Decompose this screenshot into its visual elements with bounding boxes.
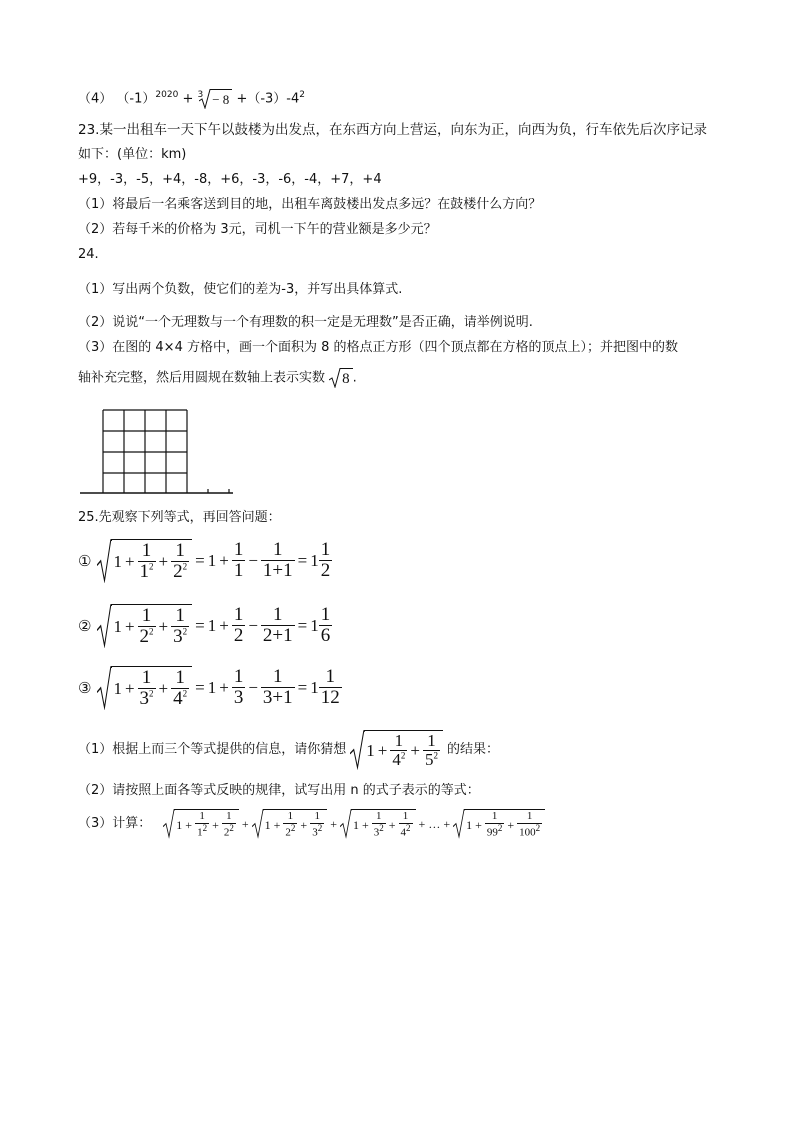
denominator: 3 [233,687,244,709]
radical-icon [163,809,175,838]
q24-part1: （1）写出两个负数，使它们的差为-3，并写出具体算式. [78,282,403,297]
q24-part2: （2）说说“一个无理数与一个有理数的积一定是无理数”是否正确，请举例说明. [78,315,533,330]
radical-icon [329,368,341,388]
q23-data: +9，-3，-5，+4，-8，+6，-3，-6，-4，+7，+4 [78,172,382,187]
q25-part2: （2）请按照上面各等式反映的规律，试写出用 n 的式子表示的等式： [78,783,480,798]
sqrt-expression: 1 + $\frac{1}{2^2}$ + $\frac{1}{3^2}$ [97,604,192,648]
whole-part: 1 [310,615,319,635]
denominator: 2 [320,560,331,582]
equation-1: ① 1 + $\frac{1}{1^2}$ + $\frac{1}{2^2}$ = 1 + $\frac{1}{1}$ − $\frac{1}{1+1}$ = 1 $\frac{1}{2}$ [78,539,331,583]
q23-part1: （1）将最后一名乘客送到目的地，出租车离鼓楼出发点多远？在鼓楼什么方向？ [78,197,542,212]
root-index: 3 [197,90,204,100]
base-term: （-1） [116,91,156,107]
exponent: 2020 [155,90,179,100]
q23-part2: （2）若每千米的价格为 3元，司机一下午的营业额是多少元？ [78,222,437,237]
denominator: 1 [233,560,244,582]
text: 的结果： [446,742,499,757]
base: 3 [139,688,150,710]
radical-icon [453,809,465,838]
q23-line2: 如下：(单位：km) [78,147,187,162]
q22-part4 [78,86,305,109]
sqrt-expression: 1 + $\frac{1}{1^2}$ + $\frac{1}{2^2}$ [97,539,192,583]
exponent: 2 [299,90,306,100]
radical-icon [199,89,211,109]
whole-part: 1 [310,550,319,570]
sum-term-last: 1 + $\frac{1}{99^2}$ + $\frac{1}{100^2}$ [453,809,545,838]
text: （3）计算： [78,816,152,831]
sqrt-guess: 1 + $\frac{1}{4^2}$ + $\frac{1}{5^2}$ [350,730,443,770]
radical-icon [97,666,112,710]
q24-part3a: （3）在图的 4×4 方格中，画一个面积为 8 的格点正方形（四个顶点都在方格的顶点上）；并把图中的数 [78,340,679,355]
radical-icon [252,809,264,838]
base: 3 [173,626,183,648]
denominator: 6 [320,625,331,647]
text: 轴补充完整，然后用圆规在数轴上表示实数 [78,370,326,386]
q24-number: 24. [78,247,99,262]
period: . [352,370,357,386]
circled-number: ③ [78,679,92,697]
radical-icon [97,604,112,648]
radical-icon [340,809,352,838]
ellipsis: … [428,816,441,831]
denominator: 1+1 [262,560,293,582]
q23-line1: 23.某一出租车一天下午以鼓楼为出发点，在东西方向上营运，向东为正，向西为负，行车依先后次序记录 [78,122,707,138]
numerator: 1 [320,539,331,561]
term3: +（-3）-4 [236,91,300,107]
q25-part1 [78,725,499,775]
sum-term-1: 1 + $\frac{1}{1^2}$ + $\frac{1}{2^2}$ [163,809,239,838]
grid-figure [78,405,238,497]
radicand: 8 [340,368,353,388]
radicand: − 8 [210,89,232,109]
denominator: 2 [233,625,244,647]
sqrt-expression: 1 + $\frac{1}{3^2}$ + $\frac{1}{4^2}$ [97,666,192,710]
base: 1 [139,561,150,583]
numerator: 1 [319,667,342,688]
text: （1）根据上而三个等式提供的信息，请你猜想 [78,742,347,757]
whole-part: 1 [310,677,319,697]
sum-term-2: 1 + $\frac{1}{2^2}$ + $\frac{1}{3^2}$ [252,809,328,838]
denominator: 12 [320,687,340,709]
radical-icon [350,730,365,770]
q24-part3b [78,368,357,388]
numerator: 1 [320,604,331,626]
base: 2 [139,626,150,648]
denominator: 2+1 [262,625,293,647]
sum-term-3: 1 + $\frac{1}{3^2}$ + $\frac{1}{4^2}$ [340,809,416,838]
radical-icon [97,539,112,583]
denominator: 3+1 [262,687,293,709]
cube-root [199,89,232,109]
circled-number: ② [78,617,92,635]
equation-3: ③ 1 + $\frac{1}{3^2}$ + $\frac{1}{4^2}$ = 1 + $\frac{1}{3}$ − $\frac{1}{3+1}$ = 1 $\frac{1}{12}$ [78,666,340,710]
sqrt-8 [329,368,353,388]
equation-2: ② 1 + $\frac{1}{2^2}$ + $\frac{1}{3^2}$ = 1 + $\frac{1}{2}$ − $\frac{1}{2+1}$ = 1 $\frac{1}{6}$ [78,604,331,648]
base: 4 [173,688,183,710]
q25-part3: （3）计算： 1 + $\frac{1}{1^2}$ + $\frac{1}{2^2}$ + 1 + $\frac{1}{2^2}$ + $\frac{1}{3^2}$ + 1 + $\frac{1}{3^2}$ + $\frac{1}{4^2}$ + … + 1 + $\frac{1}{99^2}$ + $\frac{1}{100^2}$ [78,804,545,844]
base: 2 [173,561,183,583]
part-label: （4） [78,91,113,107]
circled-number: ① [78,552,92,570]
q25-intro: 25.先观察下列等式，再回答问题： [78,510,281,525]
plus-sign: + [182,91,194,107]
